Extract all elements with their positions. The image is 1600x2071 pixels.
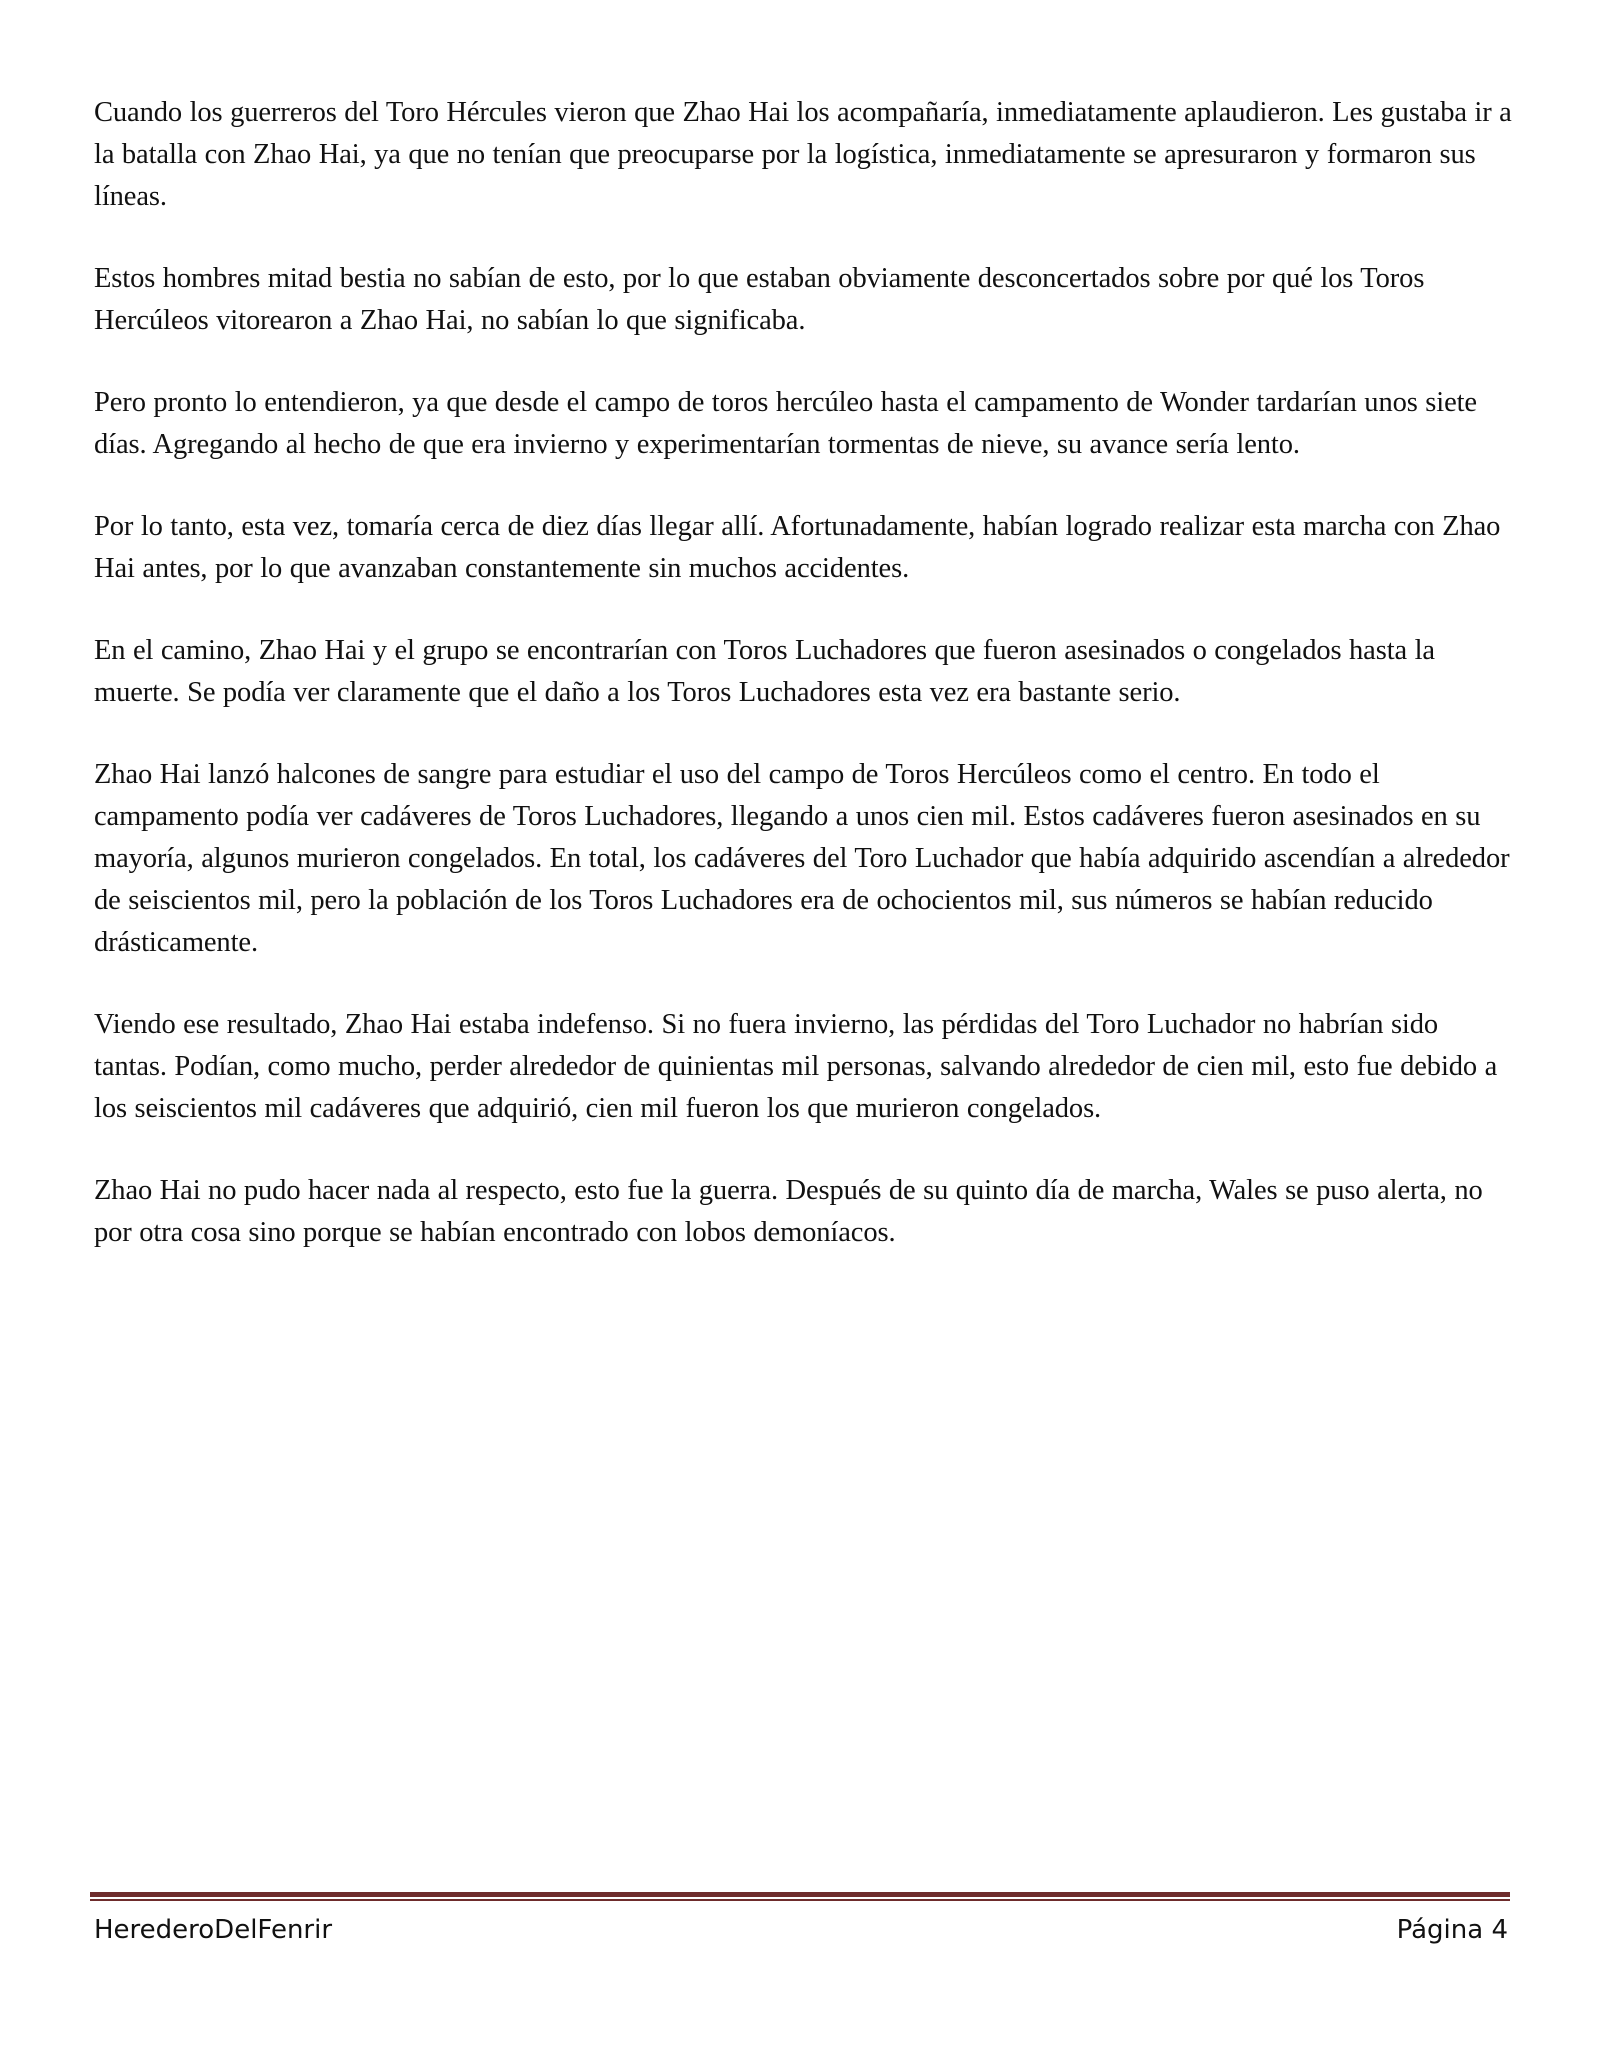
footer-page-number: Página 4 xyxy=(1396,1915,1508,1945)
footer-divider-thick-line xyxy=(90,1892,1510,1897)
paragraph: En el camino, Zhao Hai y el grupo se encontrarían con Toros Luchadores que fueron asesinados o congelados hasta la muerte. Se podía ver claramente que el daño a los Toros Luchadores esta vez era bastante serio. xyxy=(94,635,1435,708)
paragraph: Pero pronto lo entendieron, ya que desde el campo de toros hercúleo hasta el campamento de Wonder tardarían unos siete días. Agregando al hecho de que era invierno y experimentarían tormentas de nieve, su avance sería lento. xyxy=(94,387,1477,460)
paragraph: Estos hombres mitad bestia no sabían de esto, por lo que estaban obviamente desconcertados sobre por qué los Toros Hercúleos vitorearon a Zhao Hai, no sabían lo que significaba. xyxy=(94,263,1425,336)
paragraph: Zhao Hai no pudo hacer nada al respecto, esto fue la guerra. Después de su quinto día de marcha, Wales se puso alerta, no por otra cosa sino porque se habían encontrado con lobos demoníacos. xyxy=(94,1175,1483,1248)
footer-divider-thin-line xyxy=(90,1899,1510,1901)
paragraph: Viendo ese resultado, Zhao Hai estaba indefenso. Si no fuera invierno, las pérdidas del Toro Luchador no habrían sido tantas. Podían, como mucho, perder alrededor de quinientas mil personas, salvando alrededor de cien mil, esto fue debido a los seiscientos mil cadáveres que adquirió, cien mil fueron los que murieron congelados. xyxy=(94,1009,1498,1124)
paragraph: Por lo tanto, esta vez, tomaría cerca de diez días llegar allí. Afortunadamente, habían logrado realizar esta marcha con Zhao Hai antes, por lo que avanzaban constantemente sin muchos accidentes. xyxy=(94,511,1501,584)
footer-author: HerederoDelFenrir xyxy=(94,1915,333,1945)
paragraph: Zhao Hai lanzó halcones de sangre para estudiar el uso del campo de Toros Hercúleos como el centro. En todo el campamento podía ver cadáveres de Toros Luchadores, llegando a unos cien mil. Estos cadáveres fueron asesinados en su mayoría, algunos murieron congelados. En total, los cadáveres del Toro Luchador que había adquirido ascendían a alrededor de seiscientos mil, pero la población de los Toros Luchadores era de ochocientos mil, sus números se habían reducido drásticamente. xyxy=(94,759,1510,958)
document-body xyxy=(94,92,1514,1294)
page-footer xyxy=(94,1910,1508,1950)
paragraph: Cuando los guerreros del Toro Hércules vieron que Zhao Hai los acompañaría, inmediatamente aplaudieron. Les gustaba ir a la batalla con Zhao Hai, ya que no tenían que preocuparse por la logística, inmediatamente se apresuraron y formaron sus líneas. xyxy=(94,97,1512,212)
footer-divider xyxy=(90,1892,1510,1902)
